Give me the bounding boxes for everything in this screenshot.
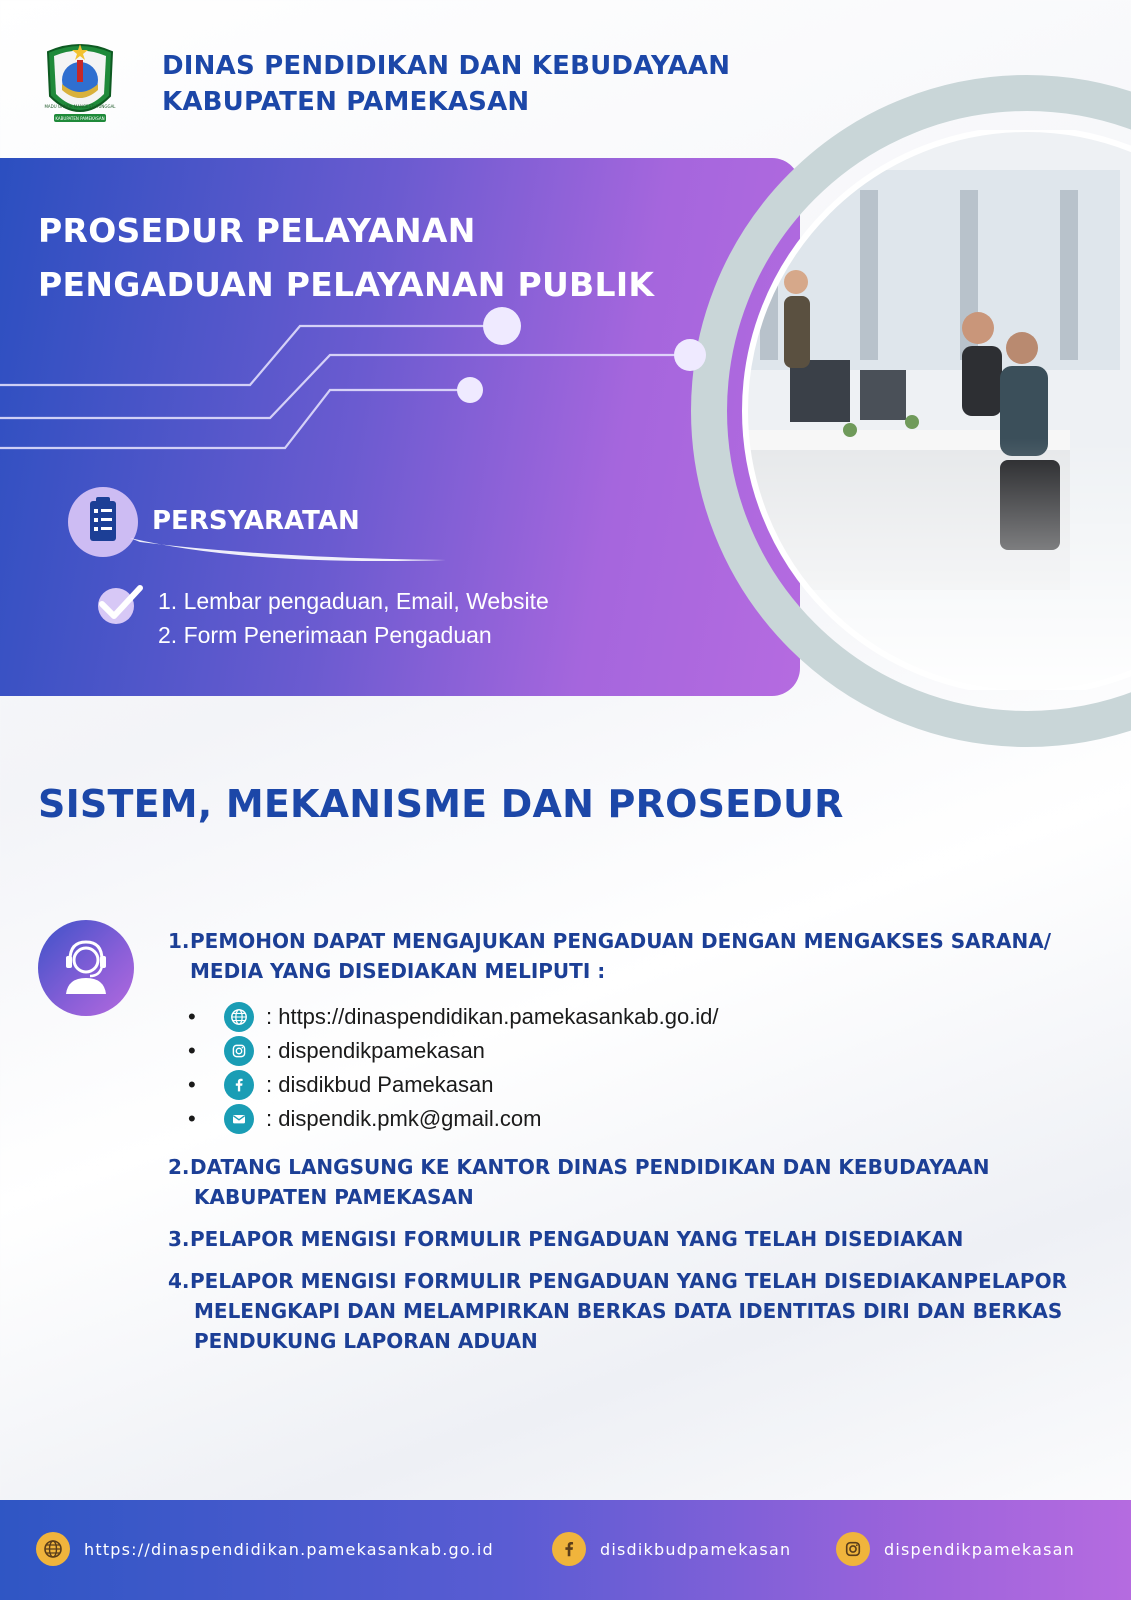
requirement-item: 2. Form Penerimaan Pengaduan <box>158 622 492 648</box>
office-photo <box>700 130 1131 690</box>
contact-website-text[interactable]: : https://dinaspendidikan.pamekasankab.go.id/ <box>266 1004 719 1029</box>
footer-instagram[interactable] <box>836 1532 1075 1566</box>
requirements-title: PERSYARATAN <box>152 506 360 536</box>
contact-website: • : https://dinaspendidikan.pamekasankab.go.id/ <box>188 1000 1088 1034</box>
step-number: 3. <box>168 1227 190 1251</box>
footer-instagram-text: dispendikpamekasan <box>884 1539 1076 1559</box>
footer-website[interactable] <box>36 1532 494 1566</box>
instagram-icon <box>224 1036 254 1066</box>
step-text: MELENGKAPI DAN MELAMPIRKAN BERKAS DATA IDENTITAS DIRI DAN BERKAS <box>194 1299 1063 1323</box>
org-title <box>162 48 730 120</box>
globe-icon <box>224 1002 254 1032</box>
footer-facebook[interactable] <box>552 1532 791 1566</box>
hero-title <box>38 204 758 312</box>
globe-icon <box>36 1532 70 1566</box>
footer-facebook-text: disdikbudpamekasan <box>600 1539 792 1559</box>
step-text: PELAPOR MENGISI FORMULIR PENGADUAN YANG TELAH DISEDIAKAN <box>190 1227 964 1251</box>
step-text: PELAPOR MENGISI FORMULIR PENGADUAN YANG TELAH DISEDIAKANPELAPOR <box>190 1269 1067 1293</box>
facebook-icon <box>224 1070 254 1100</box>
procedure-steps <box>168 926 1088 1356</box>
footer-bar <box>0 1500 1131 1600</box>
step-text: PEMOHON DAPAT MENGAJUKAN PENGADUAN DENGAN MENGAKSES SARANA/ <box>190 929 1052 953</box>
logo-banner: KABUPATEN PAMEKASAN <box>55 116 105 121</box>
contact-list <box>188 1000 1088 1136</box>
step-1 <box>168 926 1088 986</box>
contact-facebook-text[interactable]: : disdikbud Pamekasan <box>266 1072 494 1097</box>
hero-title-line2: PENGADUAN PELAYANAN PUBLIK <box>38 265 655 304</box>
contact-instagram: • : dispendikpamekasan <box>188 1034 1088 1068</box>
step-number: 4. <box>168 1269 190 1293</box>
contact-facebook: • : disdikbud Pamekasan <box>188 1068 1088 1102</box>
requirements-list <box>158 584 549 652</box>
requirement-item: 1. Lembar pengaduan, Email, Website <box>158 588 549 614</box>
instagram-icon <box>836 1532 870 1566</box>
logo-motto: MADU GANDA MANGESTI TUNGGAL <box>44 104 116 109</box>
clipboard-icon <box>68 487 138 557</box>
contact-email-text[interactable]: : dispendik.pmk@gmail.com <box>266 1106 542 1131</box>
checkmark-icon <box>96 582 144 626</box>
customer-service-icon <box>38 920 134 1016</box>
contact-instagram-text[interactable]: : dispendikpamekasan <box>266 1038 485 1063</box>
step-text: KABUPATEN PAMEKASAN <box>194 1185 474 1209</box>
step-text: PENDUKUNG LAPORAN ADUAN <box>194 1329 538 1353</box>
regency-emblem-icon <box>40 34 120 130</box>
footer-website-text: https://dinaspendidikan.pamekasankab.go.id <box>84 1539 494 1559</box>
org-title-line1: DINAS PENDIDIKAN DAN KEBUDAYAAN <box>162 51 731 81</box>
contact-email: • : dispendik.pmk@gmail.com <box>188 1102 1088 1136</box>
hero-title-line1: PROSEDUR PELAYANAN <box>38 211 476 250</box>
step-number: 1. <box>168 929 190 953</box>
email-icon <box>224 1104 254 1134</box>
facebook-icon <box>552 1532 586 1566</box>
step-text: MEDIA YANG DISEDIAKAN MELIPUTI : <box>190 959 606 983</box>
org-title-line2: KABUPATEN PAMEKASAN <box>162 87 530 117</box>
step-4 <box>168 1266 1088 1356</box>
section-title: SISTEM, MEKANISME DAN PROSEDUR <box>38 782 844 826</box>
circuit-lines <box>0 300 720 470</box>
step-3 <box>168 1224 1088 1254</box>
step-2 <box>168 1152 1088 1212</box>
step-number: 2. <box>168 1155 190 1179</box>
step-text: DATANG LANGSUNG KE KANTOR DINAS PENDIDIKAN DAN KEBUDAYAAN <box>190 1155 990 1179</box>
swoosh-decoration <box>130 530 450 570</box>
